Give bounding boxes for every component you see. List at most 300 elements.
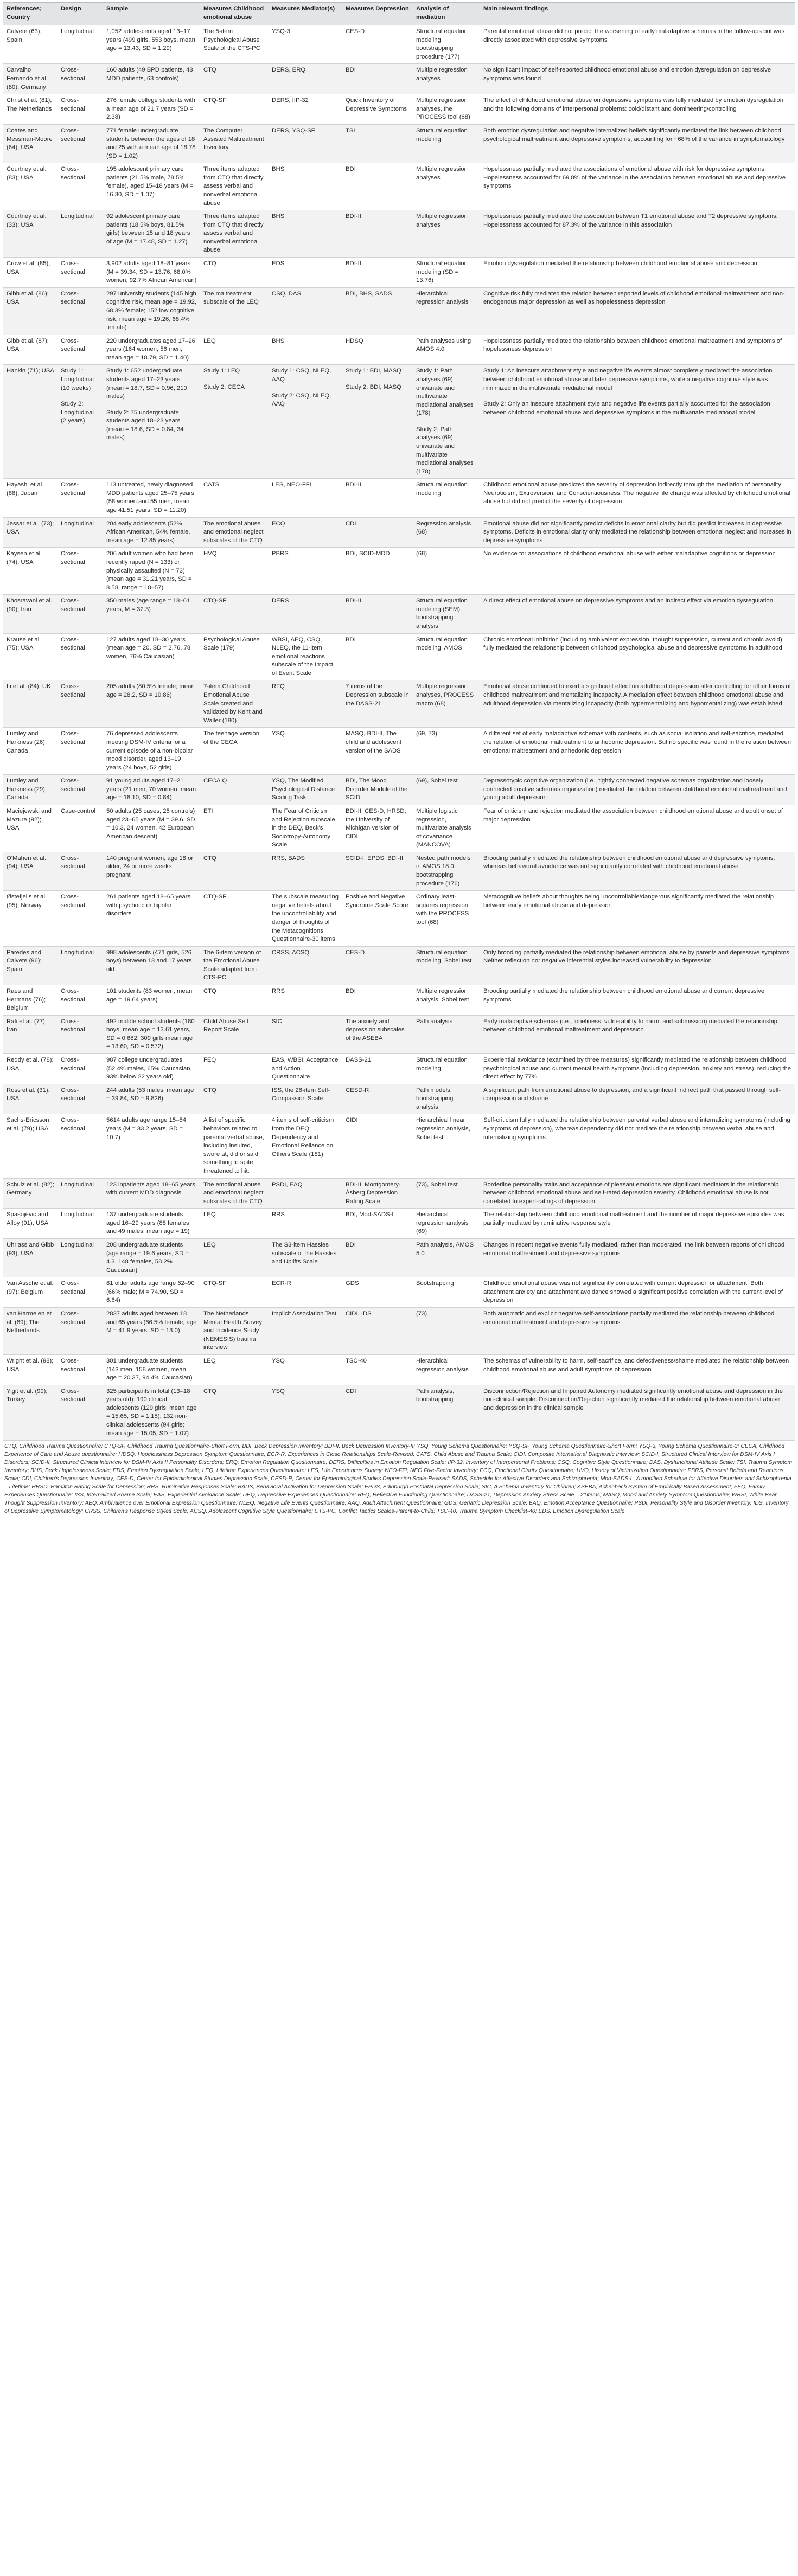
cell-findings: Hopelessness partially mediated the associations of emotional abuse with risk for depressive symptoms. Hopelessness accounted for 69.8% of the variance in the association between emotional abuse and depressive symptoms [480,163,795,210]
cell-findings: Depressotypic cognitive organization (i.e., tightly connected negative schemas organization and loosely connected positive schemas organization) mediated the relation between childhood emotional maltreatment and young adult depression [480,775,795,805]
cell-findings: Hopelessness partially mediated the association between T1 emotional abuse and T2 depressive symptoms. Hopelessness accounted for 87.3% of the variance in this association [480,210,795,258]
cell-design: Cross-sectional [58,680,103,728]
cell-design: Cross-sectional [58,1084,103,1114]
cell-abuse-measure: Psychological Abuse Scale (179) [200,633,269,680]
cell-design: Longitudinal [58,210,103,258]
table-row [3,1084,795,1114]
studies-table [3,2,795,1441]
cell-depression-measure: MASQ, BDI-II, The child and adolescent version of the SADS [342,728,413,775]
cell-mediator-measure: BHS [269,335,342,365]
cell-findings: Both automatic and explicit negative self-associations partially mediated the relationship between childhood emotional maltreatment and depressive symptoms [480,1308,795,1355]
cell-mediator-measure: The subscale measuring negative beliefs about the uncontrollability and danger of thoughts of the Metacognitions Questionnaire-30 items [269,891,342,946]
cell-depression-measure: BDI [342,633,413,680]
cell-reference: Khosravani et al. (90); Iran [3,595,58,633]
cell-sample: 204 early adolescents (52% African American, 54% female, mean age = 12.85 years) [103,517,200,548]
cell-design: Cross-sectional [58,1015,103,1053]
cell-abuse-measure: The Netherlands Mental Health Survey and Incidence Study (NEMESIS) trauma interview [200,1308,269,1355]
cell-reference: Carvalho Fernando et al. (80); Germany [3,64,58,94]
cell-findings: Experiential avoidance (examined by three measures) significantly mediated the relationship between childhood psychological abuse and current mental health symptoms (including depression, anxiety and stress), reducing the direct effect by 77% [480,1054,795,1084]
table-row [3,365,795,479]
cell-depression-measure: DASS-21 [342,1054,413,1084]
cell-sample: 2837 adults aged between 18 and 65 years (66.5% female, age M = 41.9 years, SD = 13.0) [103,1308,200,1355]
cell-mediator-measure: Implicit Association Test [269,1308,342,1355]
table-row [3,124,795,163]
table-row [3,479,795,517]
cell-design: Cross-sectional [58,728,103,775]
cell-abuse-measure: The emotional abuse and emotional neglect subscales of the CTQ [200,1178,269,1209]
cell-reference: Krause et al. (75); USA [3,633,58,680]
table-row [3,633,795,680]
table-row [3,1178,795,1209]
cell-mediator-measure: PBRS [269,548,342,595]
cell-mediator-measure [269,365,342,479]
table-row [3,258,795,288]
table-row [3,210,795,258]
cell-sample: 205 adults (80.5% female; mean age = 28.2, SD = 10.86) [103,680,200,728]
cell-design: Longitudinal [58,517,103,548]
cell-design: Cross-sectional [58,633,103,680]
cell-abuse-measure: CTQ [200,64,269,94]
cell-design: Cross-sectional [58,1385,103,1440]
cell-abuse-measure: LEQ [200,335,269,365]
cell-design: Cross-sectional [58,163,103,210]
cell-abuse-measure: The maltreatment subscale of the LEQ [200,287,269,335]
cell-analysis: Path analysis [413,1015,480,1053]
cell-mediator-measure: CRSS, ACSQ [269,946,342,985]
cell-reference: Paredes and Calvete (96); Spain [3,946,58,985]
cell-reference: Calvete (63); Spain [3,25,58,64]
cell-sample: 771 female undergraduate students between the ages of 18 and 25 with a mean age of 18.78 (SD = 1.02) [103,124,200,163]
cell-sample: 50 adults (25 cases, 25 controls) aged 23–65 years (M = 39.6, SD = 10.3, 24 women, 42 European American descent) [103,805,200,852]
cell-reference: Courtney et al. (83); USA [3,163,58,210]
cell-findings: Cognitive risk fully mediated the relation between reported levels of childhood emotional maltreatment and non-endogenous major depression as well as hopelessness depression [480,287,795,335]
cell-mediator-measure: RFQ [269,680,342,728]
table-row [3,1354,795,1385]
cell-design: Longitudinal [58,1178,103,1209]
cell-depression-measure: GDS [342,1277,413,1308]
cell-findings: Both emotion dysregulation and negative internalized beliefs significantly mediated the link between childhood psychological maltreatment and depressive symptoms, accounting for ~68% of the variance in symptomatology [480,124,795,163]
cell-mediator-measure: BHS [269,210,342,258]
cell-analysis: Multiple regression analyses [413,163,480,210]
table-row [3,64,795,94]
cell-reference: Coates and Messman-Moore (64); USA [3,124,58,163]
cell-abuse-measure: 7-item Childhood Emotional Abuse Scale created and validated by Kent and Waller (180) [200,680,269,728]
cell-depression-measure: CES-D [342,25,413,64]
cell-mediator-measure: DERS, ERQ [269,64,342,94]
table-row [3,946,795,985]
cell-abuse-measure: CTQ [200,852,269,890]
cell-findings: Disconnection/Rejection and Impaired Autonomy mediated significantly emotional abuse and depression in the non-clinical sample. Disconnection/Rejection significantly mediated the relationship between emotional abuse and depression in the clinical sample [480,1385,795,1440]
cell-part: Study 1: BDI, MASQ [346,368,401,375]
cell-design: Cross-sectional [58,1354,103,1385]
cell-analysis: Multiple regression analyses [413,64,480,94]
cell-sample: 101 students (83 women, mean age = 19.64 years) [103,985,200,1015]
cell-reference: Christ et al. (81); The Netherlands [3,94,58,125]
table-row [3,1015,795,1053]
cell-mediator-measure: ECR-R [269,1277,342,1308]
cell-abuse-measure: CTQ-SF [200,1277,269,1308]
cell-mediator-measure: SIC [269,1015,342,1053]
cell-reference: Sachs-Ericsson et al. (79); USA [3,1114,58,1178]
table-header [3,3,795,25]
cell-abuse-measure: The Computer Assisted Maltreatment Inventory [200,124,269,163]
cell-sample: 206 adult women who had been recently raped (N = 133) or physically assaulted (N = 73) (mean age = 31.21 years, SD = 8.58, range = 18–57) [103,548,200,595]
cell-findings: The schemas of vulnerability to harm, self-sacrifice, and defectiveness/shame mediated the relationship between childhood emotional abuse and adult symptoms of depression [480,1354,795,1385]
cell-analysis: Multiple regression analyses [413,210,480,258]
cell-depression-measure: BDI, Mod-SADS-L [342,1209,413,1239]
cell-findings: The effect of childhood emotional abuse on depressive symptoms was fully mediated by emotion dysregulation and the following domains of interpersonal problems: cold/distant and domineering/controlling [480,94,795,125]
cell-depression-measure: SCID-I, EPDS, BDI-II [342,852,413,890]
cell-reference: Ross et al. (31); USA [3,1084,58,1114]
table-row [3,1209,795,1239]
cell-sample [103,365,200,479]
cell-abuse-measure: CATS [200,479,269,517]
cell-abuse-measure [200,365,269,479]
table-row [3,680,795,728]
cell-depression-measure: CES-D [342,946,413,985]
cell-abuse-measure: CTQ [200,985,269,1015]
cell-mediator-measure: ECQ [269,517,342,548]
cell-part: Study 2: Longitudinal (2 years) [61,401,94,425]
cell-reference: Crow et al. (85); USA [3,258,58,288]
cell-reference: Yigit et al. (99); Turkey [3,1385,58,1440]
cell-mediator-measure: YSQ [269,1385,342,1440]
cell-findings: Fear of criticism and rejection mediated the association between childhood emotional abuse and adult onset of major depression [480,805,795,852]
header-row [3,3,795,25]
cell-analysis: Multiple regression analyses, the PROCESS tool (68) [413,94,480,125]
cell-findings: Brooding partially mediated the relationship between childhood emotional abuse and current depressive symptoms [480,985,795,1015]
cell-sample: 140 pregnant women, age 18 or older, 24 or more weeks pregnant [103,852,200,890]
cell-analysis: Path models, bootstrapping analysis [413,1084,480,1114]
cell-analysis: Structural equation modeling [413,479,480,517]
table-row [3,517,795,548]
cell-findings: Childhood emotional abuse was not significantly correlated with current depression or attachment. Both attachment anxiety and attachment avoidance showed a significant positive correlation with the current level of depression [480,1277,795,1308]
cell-design: Cross-sectional [58,1277,103,1308]
cell-analysis: (73) [413,1308,480,1355]
cell-mediator-measure: WBSI, AEQ, CSQ, NLEQ, the 11-item emotional reactions subscale of the Impact of Event Scale [269,633,342,680]
cell-analysis: Path analysis, bootstrapping [413,1385,480,1440]
cell-design: Cross-sectional [58,1308,103,1355]
cell-mediator-measure: RRS, BADS [269,852,342,890]
cell-abuse-measure: The emotional abuse and emotional neglect subscales of the CTQ [200,517,269,548]
cell-analysis: Structural equation modeling [413,124,480,163]
table-row [3,852,795,890]
cell-part: Study 2: CECA [203,383,245,390]
cell-abuse-measure: CTQ-SF [200,94,269,125]
cell-mediator-measure: YSQ [269,1354,342,1385]
cell-depression-measure: CDI [342,1385,413,1440]
column-header: Main relevant findings [480,3,795,25]
table-row [3,25,795,64]
cell-design: Cross-sectional [58,335,103,365]
cell-depression-measure: 7 items of the Depression subscale in the DASS-21 [342,680,413,728]
cell-findings: Early maladaptive schemas (i.e., loneliness, vulnerability to harm, and submission) mediated the relationship between childhood emotional maltreatment and depression [480,1015,795,1053]
cell-analysis: Multiple regression analysis, Sobel test [413,985,480,1015]
cell-sample: 208 undergraduate students (age range = 19.6 years, SD = 4.3, 148 females, 58.2% Caucasian) [103,1239,200,1277]
cell-design: Cross-sectional [58,258,103,288]
cell-reference: Maciejewski and Mazure (92); USA [3,805,58,852]
cell-sample: 492 middle school students (180 boys, mean age = 13.61 years, SD = 0.682, 309 girls mean age = 13.60, SD = 0.572) [103,1015,200,1053]
cell-abuse-measure: CTQ-SF [200,595,269,633]
cell-depression-measure: TSI [342,124,413,163]
cell-depression-measure: BDI [342,163,413,210]
cell-analysis: Structural equation modeling, bootstrapping procedure (177) [413,25,480,64]
column-header: Measures Depression [342,3,413,25]
cell-depression-measure [342,365,413,479]
cell-abuse-measure: The teenage version of the CECA [200,728,269,775]
cell-part: Study 1: CSQ, NLEQ, AAQ [272,368,331,383]
cell-sample: 81 older adults age range 62–90 (66% male; M = 74.90, SD = 6.64) [103,1277,200,1308]
cell-design: Case-control [58,805,103,852]
cell-mediator-measure: RRS [269,985,342,1015]
cell-reference: Østefjells et al. (95); Norway [3,891,58,946]
cell-reference: O'Mahen et al. (94); USA [3,852,58,890]
cell-abuse-measure: Child Abuse Self Report Scale [200,1015,269,1053]
cell-depression-measure: BDI [342,1239,413,1277]
cell-analysis: Structural equation modeling (SEM), bootstrapping analysis [413,595,480,633]
cell-reference: Li et al. (84); UK [3,680,58,728]
cell-analysis: Structural equation modeling, Sobel test [413,946,480,985]
cell-sample: 76 depressed adolescents meeting DSM-IV criteria for a current episode of a non-bipolar mood disorder, aged 13–19 years (24 boys, 52 girls) [103,728,200,775]
cell-analysis: Bootstrapping [413,1277,480,1308]
cell-mediator-measure: 4 items of self-criticism from the DEQ, Dependency and Emotional Reliance on Others Scale (181) [269,1114,342,1178]
cell-sample: 123 inpatients aged 18–65 years with current MDD diagnosis [103,1178,200,1209]
cell-depression-measure: CIDI, IDS [342,1308,413,1355]
cell-part: Study 1: LEQ [203,368,240,375]
cell-reference: Courtney et al. (33); USA [3,210,58,258]
cell-findings: A different set of early maladaptive schemas with contents, such as social isolation and self-sacrifice, mediated the relation of emotional maltreatment to anhedonic depression. But no specific was found in the relation between emotional maltreatment and anhedonic depression [480,728,795,775]
cell-mediator-measure: EDS [269,258,342,288]
cell-mediator-measure: LES, NEO-FFI [269,479,342,517]
cell-depression-measure: BDI, The Mood Disorder Module of the SCID [342,775,413,805]
table-row [3,1277,795,1308]
cell-analysis [413,365,480,479]
cell-part: Study 2: CSQ, NLEQ, AAQ [272,392,331,408]
cell-analysis: Hierarchical linear regression analysis, Sobel test [413,1114,480,1178]
table-row [3,805,795,852]
column-header: Design [58,3,103,25]
cell-part: Study 2: Path analyses (69), univariate and multivariate mediational analyses (178) [416,426,474,475]
table-row [3,1054,795,1084]
cell-mediator-measure: RRS [269,1209,342,1239]
cell-analysis: Regression analysis (68) [413,517,480,548]
cell-analysis: (69, 73) [413,728,480,775]
cell-abuse-measure: The 6-item version of the Emotional Abuse Scale adapted from CTS-PC [200,946,269,985]
cell-abuse-measure: HVQ [200,548,269,595]
cell-reference: Rafi et al. (77); Iran [3,1015,58,1053]
table-body [3,25,795,1441]
cell-abuse-measure: CECA.Q [200,775,269,805]
cell-findings: Childhood emotional abuse predicted the severity of depression indirectly through the mediation of personality: Neuroticism, Extroversion, and Conscientiousness. The negative life change was affected by childhood emotional abuse but did not predict the severity of depression [480,479,795,517]
cell-sample: 987 college undergraduates (52.4% males, 65% Caucasian, 93% below 22 years old) [103,1054,200,1084]
column-header: Measures Mediator(s) [269,3,342,25]
cell-sample: 113 untreated, newly diagnosed MDD patients aged 25–75 years (58 women and 55 men, mean age 41.51 years, SD = 11.20) [103,479,200,517]
cell-part: Study 1: An insecure attachment style and negative life events almost completely mediated the association between childhood emotional abuse and later depressive symptoms, while a negative cognitive style was minimized in the multivariate mediational model [483,368,773,391]
cell-reference: Raes and Hermans (76); Belgium [3,985,58,1015]
cell-sample: 195 adolescent primary care patients (21.5% male, 78.5% female), aged 15–18 years (M = 16.30, SD = 1.07) [103,163,200,210]
cell-abuse-measure: CTQ [200,1084,269,1114]
table-row [3,335,795,365]
cell-design: Cross-sectional [58,595,103,633]
cell-abuse-measure: CTQ-SF [200,891,269,946]
column-header: References; Country [3,3,58,25]
cell-findings [480,365,795,479]
cell-design: Cross-sectional [58,479,103,517]
table-row [3,548,795,595]
cell-abuse-measure: FEQ [200,1054,269,1084]
cell-depression-measure: BDI [342,64,413,94]
cell-depression-measure: BDI-II, Montgomery-Åsberg Depression Rating Scale [342,1178,413,1209]
cell-design: Cross-sectional [58,1114,103,1178]
cell-design: Cross-sectional [58,124,103,163]
cell-mediator-measure: BHS [269,163,342,210]
cell-analysis: (68) [413,548,480,595]
cell-design: Cross-sectional [58,891,103,946]
cell-mediator-measure: DERS [269,595,342,633]
column-header: Sample [103,3,200,25]
cell-design: Cross-sectional [58,94,103,125]
cell-analysis: Hierarchical regression analysis [413,1354,480,1385]
cell-depression-measure: CIDI [342,1114,413,1178]
table-footnote: CTQ, Childhood Trauma Questionnaire; CTQ-SF, Childhood Trauma Questionnaire-Short Form; BDI, Beck Depression Inventory; BDI-II, Beck Depression Inventory-II; YSQ, Young Schema Questionnaire; YSQ-SF, Young Schema Questionnaire-Short Form; YSQ-3, Young Schema Questionnaire-3; CECA, Childhood Experience of Care and Abuse questionnaire; HDSQ, Hopelessness Depression Symptom Questionnaire; ECR-R, Experiences in Close Relationships Scale-Revised; CATS, Child Abuse and Trauma Scale; CIDI, Composite International Diagnostic Interview; SCID-I, Structured Clinical Interview for DSM-IV Axis I Disorders; SCID-II, Structured Clinical Interview for DSM-IV Axis II Personality Disorders; ERQ, Emotion Regulation Questionnaire; DERS, Difficulties in Emotion Regulation Scale; IIP-32, Inventory of Interpersonal Problems; CSQ, Cognitive Style Questionnaire; DAS, Dysfunctional Attitude Scale; TSI, Trauma Symptom Inventory; BHS, Beck Hopelessness Scale; EDS, Emotion Dysregulation Scale; LEQ, Lifetime Experiences Questionnaire; LES, Life Experiences Survey; NEO-FFI, NEO Five-Factor Inventory; ECQ, Emotional Clarity Questionnaire; HVQ, History of Victimization Questionnaire; PBRS, Personal Beliefs and Reactions Scale; CDI, Children's Depression Inventory; CES-D, Center for Epidemiological Studies Depression Scale; CESD-R, Center for Epidemiological Studies Depression Scale-Revised; SADS, Schedule for Affective Disorders and Schizophrenia; Mod-SADS-L, A modified Schedule for Affective Disorders and Schizophrenia – Lifetime; HRSD, Hamilton Rating Scale for Depression; RRS, Ruminative Responses Scale; BADS, Behavioral Activation for Depression Scale; EPDS, Edinburgh Postnatal Depression Scale; SIC, A Schema Inventory for Children; ASEBA, Achenbach System of Empirically Based Assessment; FEQ, Family Experiences Questionnaire; ISS, Internalized Shame Scale; EAS, Experiential Avoidance Scale; DEQ, Depressive Experiences Questionnaire; RFQ, Reflective Functioning Questionnaire; DASS-21, Depression Anxiety Stress Scale – 21items; MASQ, Mood and Anxiety Symptom Questionnaire; WBSI, White Bear Thought Suppression Inventory; AEQ, Ambivalence over Emotional Expression Questionnaire; NLEQ, Negative Life Events Questionnaire; AAQ, Adult Attachment Questionnaire; GDS, Geriatric Depression Scale; EAQ, Emotion Acceptance Questionnaire; PSDI, Personality Style and Disorder Inventory; IDS, Inventory of Depressive Symptomatology; CRSS, Children's Response Styles Scale; ACSQ, Adolescent Cognitive Style Questionnaire; CTS-PC, Conflict Tactics Scales-Parent-to-Child; TSC-40, Trauma Symptom Checklist-40; EDS, Emotion Dysregulation Scale. [4,1443,793,1514]
cell-mediator-measure: PSDI, EAQ [269,1178,342,1209]
cell-design: Longitudinal [58,946,103,985]
cell-findings: A significant path from emotional abuse to depression, and a significant indirect path that passed through self-compassion and shame [480,1084,795,1114]
cell-part: Study 2: BDI, MASQ [346,383,401,390]
cell-findings: Borderline personality traits and acceptance of pleasant emotions are significant mediators in the relationship between childhood emotional abuse and self-rated depression severity. Childhood emotional abuse is not correlated to expert-ratings of depression [480,1178,795,1209]
cell-abuse-measure: Three items adapted from CTQ that directly assess verbal and nonverbal emotional abuse [200,163,269,210]
cell-findings: Emotion dysregulation mediated the relationship between childhood emotional abuse and depression [480,258,795,288]
cell-reference: Gibb et al. (87); USA [3,335,58,365]
cell-analysis: Structural equation modeling [413,1054,480,1084]
cell-mediator-measure: YSQ, The Modified Psychological Distance Scaling Task [269,775,342,805]
cell-findings: No significant impact of self-reported childhood emotional abuse and emotion dysregulation on depressive symptoms was found [480,64,795,94]
cell-design: Cross-sectional [58,548,103,595]
cell-reference: Spasojevic and Alloy (91); USA [3,1209,58,1239]
cell-reference: Jessar et al. (73); USA [3,517,58,548]
cell-design: Cross-sectional [58,287,103,335]
cell-analysis: Hierarchical regression analysis [413,287,480,335]
cell-sample: 92 adolescent primary care patients (18.5% boys, 81.5% girls) between 15 and 18 years of age (M = 17.48, SD = 1.27) [103,210,200,258]
cell-depression-measure: Positive and Negative Syndrome Scale Score [342,891,413,946]
cell-reference: Lumley and Harkness (26); Canada [3,728,58,775]
cell-analysis: Nested path models in AMOS 18.0, bootstrapping procedure (176) [413,852,480,890]
cell-analysis: Path analysis, AMOS 5.0 [413,1239,480,1277]
cell-sample: 5614 adults age range 15–54 years (M = 33.2 years, SD = 10.7) [103,1114,200,1178]
cell-part: Study 1: 652 undergraduate students aged 17–23 years (mean = 18.7, SD = 0.96, 210 males) [106,368,187,400]
cell-findings: Hopelessness partially mediated the relationship between childhood emotional maltreatment and symptoms of hopelessness depression [480,335,795,365]
table-row [3,891,795,946]
cell-depression-measure: CESD-R [342,1084,413,1114]
cell-depression-measure: BDI-II [342,595,413,633]
cell-analysis: Multiple logistic regression, multivariate analysis of covariance (MANCOVA) [413,805,480,852]
cell-findings: Emotional abuse continued to exert a significant effect on adulthood depression after controlling for other forms of childhood maltreatment and mentalizing incapacity. A mediation effect between childhood emotional abuse and adulthood depression via mentalizing incapacity (both hypermentalizing and hypomentalizing) was established [480,680,795,728]
cell-abuse-measure: LEQ [200,1354,269,1385]
cell-findings: A direct effect of emotional abuse on depressive symptoms and an indirect effect via emotion dysregulation [480,595,795,633]
cell-sample: 137 undergraduate students aged 16–29 years (88 females and 49 males, mean age = 19) [103,1209,200,1239]
cell-abuse-measure: A list of specific behaviors related to parental verbal abuse, including insulted, swore at, did or said something to spite, threatened to hit. [200,1114,269,1178]
cell-analysis: Path analyses using AMOS 4.0 [413,335,480,365]
cell-analysis: Hierarchical regression analysis (69) [413,1209,480,1239]
cell-design: Longitudinal [58,25,103,64]
cell-mediator-measure: EAS, WBSI, Acceptance and Action Questionnaire [269,1054,342,1084]
table-row [3,1239,795,1277]
cell-abuse-measure: LEQ [200,1239,269,1277]
cell-reference: Reddy et al. (78); USA [3,1054,58,1084]
cell-design: Longitudinal [58,1239,103,1277]
cell-analysis: Structural equation modeling, AMOS [413,633,480,680]
cell-sample: 276 female college students with a mean age of 21.7 years (SD = 2.38) [103,94,200,125]
table-row [3,1385,795,1440]
cell-findings: Changes in recent negative events fully mediated, rather than moderated, the link between reports of childhood emotional maltreatment and depressive symptoms [480,1239,795,1277]
table-row [3,163,795,210]
cell-analysis: Ordinary least-squares regression with the PROCESS tool (68) [413,891,480,946]
cell-design [58,365,103,479]
cell-reference: Hankin (71); USA [3,365,58,479]
cell-depression-measure: BDI-II, CES-D, HRSD, the University of Michigan version of CIDI [342,805,413,852]
cell-mediator-measure: The Fear of Criticism and Rejection subscale in the DEQ, Beck's Sociotropy-Autonomy Scale [269,805,342,852]
cell-depression-measure: BDI [342,985,413,1015]
cell-abuse-measure: LEQ [200,1209,269,1239]
table-row [3,728,795,775]
cell-depression-measure: BDI, BHS, SADS [342,287,413,335]
cell-sample: 297 university students (145 high cognitive risk, mean age = 19.92, 68.3% female; 152 low cognitive risk, mean age = 19.26, 68.4% female) [103,287,200,335]
cell-sample: 261 patients aged 18–65 years with psychotic or bipolar disorders [103,891,200,946]
table-row [3,1114,795,1178]
cell-depression-measure: CDI [342,517,413,548]
cell-depression-measure: BDI-II [342,479,413,517]
cell-reference: Hayashi et al. (88); Japan [3,479,58,517]
cell-mediator-measure: YSQ [269,728,342,775]
cell-sample: 1,052 adolescents aged 13–17 years (499 girls, 553 boys, mean age = 13.43, SD = 1.29) [103,25,200,64]
cell-design: Longitudinal [58,1209,103,1239]
cell-sample: 325 participants in total (13–18 years old): 190 clinical adolescents (129 girls; mean age = 15.65, SD = 1.15); 132 non-clinical adolescents (94 girls; mean age = 15.05, SD = 1.07) [103,1385,200,1440]
cell-part: Study 2: Only an insecure attachment style and negative life events partially accounted for the association between childhood emotional abuse and depressive symptoms in the multivariate mediational model [483,401,770,416]
cell-findings: Parental emotional abuse did not predict the worsening of early maladaptive schemas in the follow-ups but was directly associated with depressive symptoms [480,25,795,64]
cell-findings: Metacognitive beliefs about thoughts being uncontrollable/dangerous significantly mediated the relationship between early emotional abuse and depression [480,891,795,946]
cell-depression-measure: TSC-40 [342,1354,413,1385]
cell-findings: Emotional abuse did not significantly predict deficits in emotional clarity but did predict increases in depressive symptoms. Deficits in emotional clarity only mediated the relationship between emotional neglect and increases in depressive symptoms [480,517,795,548]
cell-sample: 127 adults aged 18–30 years (mean age = 20, SD = 2.76, 78 women, 76% Caucasian) [103,633,200,680]
table-row [3,775,795,805]
cell-analysis: Multiple regression analyses, PROCESS macro (68) [413,680,480,728]
cell-mediator-measure: YSQ-3 [269,25,342,64]
cell-reference: Schulz et al. (82); Germany [3,1178,58,1209]
cell-analysis: (73), Sobel test [413,1178,480,1209]
table-row [3,1308,795,1355]
cell-reference: van Harmelen et al. (89); The Netherlands [3,1308,58,1355]
cell-depression-measure: BDI-II [342,210,413,258]
cell-findings: No evidence for associations of childhood emotional abuse with either maladaptive cognitions or depression [480,548,795,595]
cell-sample: 350 males (age range = 18–61 years, M = 32.3) [103,595,200,633]
cell-mediator-measure: ISS, the 26-item Self-Compassion Scale [269,1084,342,1114]
cell-sample: 998 adolescents (471 girls, 526 boys) between 13 and 17 years old [103,946,200,985]
cell-part: Study 1: Path analyses (69), univariate and multivariate mediational analyses (178) [416,368,474,417]
table-row [3,985,795,1015]
column-header: Measures Childhood emotional abuse [200,3,269,25]
cell-depression-measure: HDSQ [342,335,413,365]
cell-abuse-measure: The 5-item Psychological Abuse Scale of the CTS-PC [200,25,269,64]
table-row [3,94,795,125]
cell-findings: The relationship between childhood emotional maltreatment and the number of major depressive episodes was partially mediated by ruminative response style [480,1209,795,1239]
cell-analysis: (69), Sobel test [413,775,480,805]
cell-analysis: Structural equation modeling (SD = 13.76) [413,258,480,288]
cell-design: Cross-sectional [58,1054,103,1084]
cell-abuse-measure: Three items adapted from CTQ that directly assess verbal and nonverbal emotional abuse [200,210,269,258]
cell-reference: Gibb et al. (86); USA [3,287,58,335]
cell-abuse-measure: ETI [200,805,269,852]
cell-part: Study 2: 75 undergraduate students aged 18–23 years (mean = 18.6, SD = 0.84, 34 males) [106,409,184,441]
